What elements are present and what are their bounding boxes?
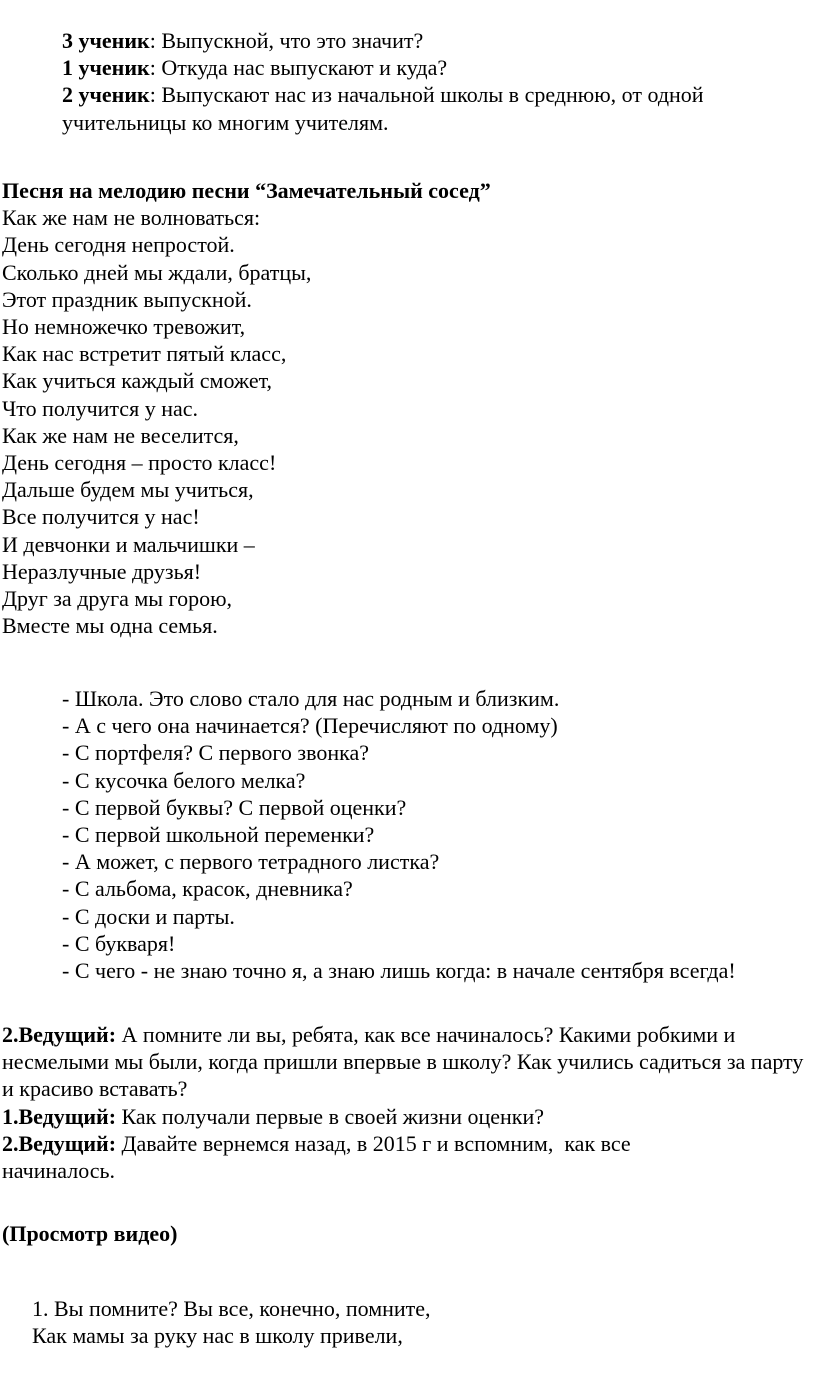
speaker-label: 3 ученик <box>62 28 150 53</box>
song-line: Как же нам не веселится, <box>2 422 239 448</box>
list-item: - С доски и парты. <box>62 903 235 929</box>
song-line: День сегодня непростой. <box>2 232 235 258</box>
song-line: Все получится у нас! <box>2 504 200 530</box>
list-item: - С кусочка белого мелка? <box>62 767 306 793</box>
list-item: - А с чего она начинается? (Перечисляют по одному) <box>62 713 558 739</box>
dialog-text: : Выпускной, что это значит? <box>149 28 424 53</box>
host-label: 1.Ведущий: <box>2 1103 117 1129</box>
list-item: - С альбома, красок, дневника? <box>62 876 353 902</box>
host-line <box>2 1021 814 1103</box>
song-line: День сегодня – просто класс! <box>2 450 277 476</box>
song-line: Друг за друга мы горою, <box>2 586 233 612</box>
song-title <box>2 177 782 204</box>
host-line <box>2 1130 742 1184</box>
list-item: - С букваря! <box>62 930 176 956</box>
song-line: Дальше будем мы учиться, <box>2 477 254 503</box>
host-text: Давайте вернемся назад, в 2015 г и вспомним, как все начиналось. <box>2 1130 637 1184</box>
host-text: Как получали первые в своей жизни оценки? <box>116 1103 545 1129</box>
dialog-text: : Выпускают нас из начальной школы в среднюю, от одной учительницы ко многим учителям. <box>62 82 704 135</box>
song-section <box>2 177 782 639</box>
song-line: Как нас встретит пятый класс, <box>2 341 287 367</box>
dialog-line <box>62 54 802 81</box>
hosts-dialog <box>2 1021 814 1184</box>
song-line: Сколько дней мы ждали, братцы, <box>2 259 312 285</box>
list-item: - С чего - не знаю точно я, а знаю лишь когда: в начале сентября всегда! <box>62 958 736 984</box>
list-item: - С первой школьной переменки? <box>62 822 375 848</box>
dialog-line <box>62 27 802 54</box>
speaker-label: 2 ученик <box>62 82 150 108</box>
school-list <box>62 685 782 984</box>
song-line: Но немножечко тревожит, <box>2 314 246 340</box>
list-item: - С первой буквы? С первой оценки? <box>62 794 407 820</box>
host-line <box>2 1103 814 1130</box>
poem-line: 1. Вы помните? Вы все, конечно, помните, <box>32 1296 431 1321</box>
song-line: Вместе мы одна семья. <box>2 613 218 639</box>
song-title-text: Песня на мелодию песни “Замечательный сосед” <box>2 178 491 203</box>
song-line: Неразлучные друзья! <box>2 558 202 584</box>
song-line: Как же нам не волноваться: <box>2 205 261 231</box>
list-item: - А может, с первого тетрадного листка? <box>62 849 440 875</box>
video-note-text: (Просмотр видео) <box>2 1221 178 1246</box>
host-text: А помните ли вы, ребята, как все начиналось? Какими робкими и несмелыми мы были, когда пришли впервые в школу? Как учились садиться за парту и красиво вставать? <box>2 1022 804 1102</box>
song-line: Этот праздник выпускной. <box>2 286 252 312</box>
host-label: 2.Ведущий: <box>2 1022 117 1047</box>
video-note <box>2 1220 177 1247</box>
dialog-text: : Откуда нас выпускают и куда? <box>149 55 448 81</box>
poem-line: Как мамы за руку нас в школу привели, <box>32 1323 403 1349</box>
song-line: Как учиться каждый сможет, <box>2 368 273 394</box>
list-item: - Школа. Это слово стало для нас родным и близким. <box>62 686 560 711</box>
students-dialog <box>62 27 802 136</box>
speaker-label: 1 ученик <box>62 55 150 81</box>
dialog-line <box>62 81 792 135</box>
song-line: И девчонки и мальчишки – <box>2 531 255 557</box>
host-label: 2.Ведущий: <box>2 1130 117 1156</box>
poem-section <box>32 1295 792 1349</box>
list-item: - С портфеля? С первого звонка? <box>62 740 369 766</box>
song-line: Что получится у нас. <box>2 395 198 421</box>
